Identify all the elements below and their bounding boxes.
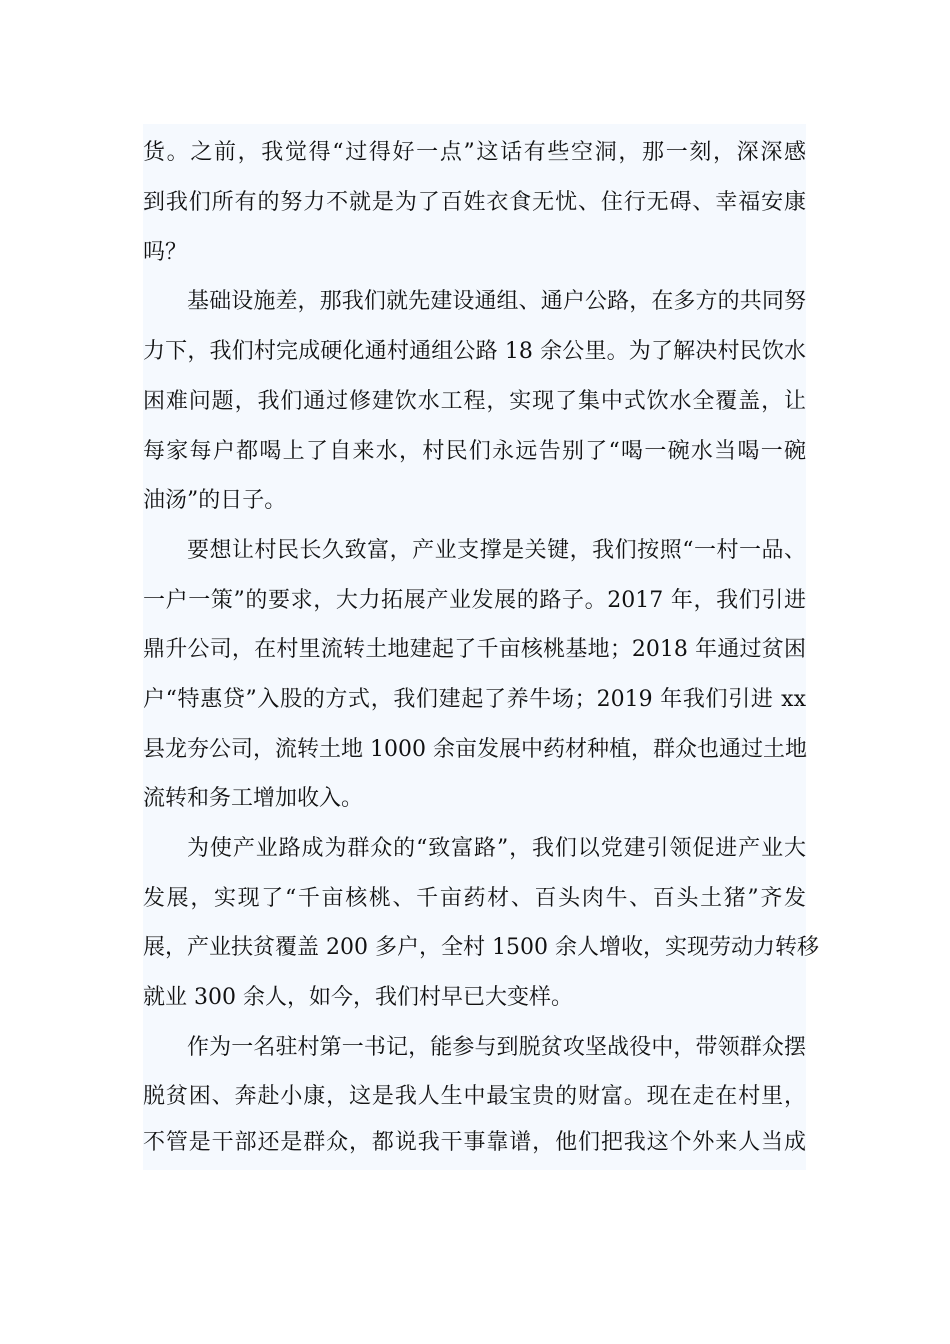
text-line-1: 货。之前，我觉得“过得好一点”这话有些空洞，那一刻，深深感 — [143, 140, 806, 165]
text-line-10: 一户一策”的要求，大力拓展产业发展的路子。2017 年，我们引进 — [143, 588, 806, 613]
text-line-2: 到我们所有的努力不就是为了百姓衣食无忧、住行无碍、幸福安康 — [143, 190, 806, 215]
text-line-7: 每家每户都喝上了自来水，村民们永远告别了“喝一碗水当喝一碗 — [143, 439, 806, 464]
text-line-16: 发展，实现了“千亩核桃、千亩药材、百头肉牛、百头土猪”齐发 — [143, 886, 806, 911]
text-line-13: 县龙夯公司，流转土地 1000 余亩发展中药材种植，群众也通过土地 — [143, 737, 807, 762]
text-line-18: 就业 300 余人，如今，我们村早已大变样。 — [143, 985, 573, 1010]
text-line-12: 户“特惠贷”入股的方式，我们建起了养牛场；2019 年我们引进 xx — [143, 687, 806, 712]
text-line-3: 吗？ — [143, 240, 188, 265]
text-line-6: 困难问题，我们通过修建饮水工程，实现了集中式饮水全覆盖，让 — [143, 389, 806, 414]
text-line-4: 基础设施差，那我们就先建设通组、通户公路，在多方的共同努 — [187, 289, 806, 314]
text-line-20: 脱贫困、奔赴小康，这是我人生中最宝贵的财富。现在走在村里， — [143, 1084, 806, 1109]
text-line-11: 鼎升公司，在村里流转土地建起了千亩核桃基地；2018 年通过贫困 — [143, 637, 806, 662]
text-line-5: 力下，我们村完成硬化通村通组公路 18 余公里。为了解决村民饮水 — [143, 339, 806, 364]
text-line-9: 要想让村民长久致富，产业支撑是关键，我们按照“一村一品、 — [187, 538, 806, 563]
text-line-19: 作为一名驻村第一书记，能参与到脱贫攻坚战役中，带领群众摆 — [187, 1035, 806, 1060]
text-line-15: 为使产业路成为群众的“致富路”，我们以党建引领促进产业大 — [187, 836, 806, 861]
text-line-14: 流转和务工增加收入。 — [143, 786, 364, 811]
text-line-17: 展，产业扶贫覆盖 200 多户，全村 1500 余人增收，实现劳动力转移 — [143, 935, 819, 960]
text-line-21: 不管是干部还是群众，都说我干事靠谱，他们把我这个外来人当成 — [143, 1130, 806, 1155]
document-body — [143, 124, 819, 1170]
text-line-8: 油汤”的日子。 — [143, 488, 287, 513]
